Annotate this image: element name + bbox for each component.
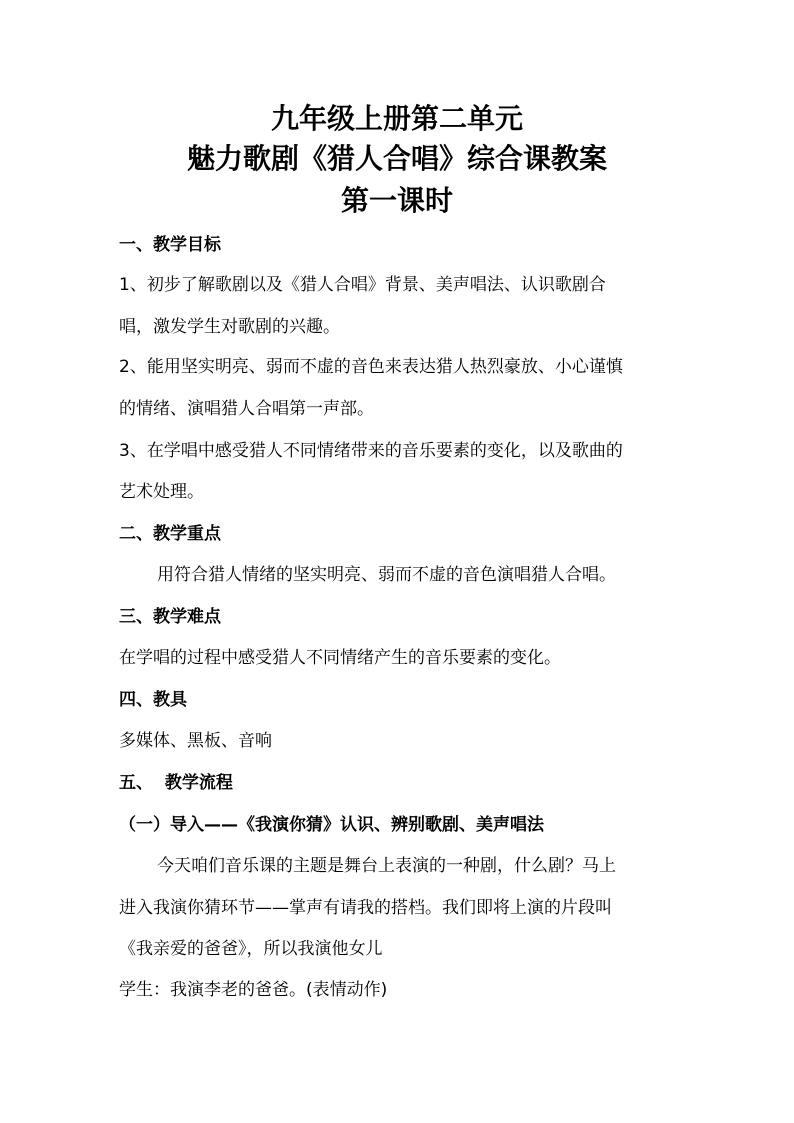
process-para1-line-1: 今天咱们音乐课的主题是舞台上表演的一种剧，什么剧？马上 [157, 856, 616, 876]
heading-difficulties: 三、教学难点 [119, 607, 221, 627]
difficulties-text: 在学唱的过程中感受猎人不同情绪产生的音乐要素的变化。 [119, 648, 561, 668]
objective-1-line-1: 1、初步了解歌剧以及《猎人合唱》背景、美声唱法、认识歌剧合 [119, 275, 606, 295]
objective-3-line-1: 3、在学唱中感受猎人不同情绪带来的音乐要素的变化，以及歌曲的 [119, 441, 623, 461]
process-sub1-heading: （一）导入——《我演你猜》认识、辨别歌剧、美声唱法 [119, 815, 544, 835]
title-lesson-name: 魅力歌剧《猎人合唱》综合课教案 [186, 142, 607, 175]
key-points-text: 用符合猎人情绪的坚实明亮、弱而不虚的音色演唱猎人合唱。 [157, 565, 616, 585]
tools-text: 多媒体、黑板、音响 [119, 731, 272, 751]
process-para1-line-3: 《我亲爱的爸爸》，所以我演他女儿 [119, 939, 383, 959]
title-lesson-period: 第一课时 [340, 184, 453, 217]
heading-objectives: 一、教学目标 [119, 235, 221, 255]
title-grade-unit: 九年级上册第二单元 [270, 102, 523, 135]
process-para2: 学生：我演李老的爸爸。(表情动作) [119, 980, 388, 1000]
objective-2-line-1: 2、能用坚实明亮、弱而不虚的音色来表达猎人热烈豪放、小心谨慎 [119, 357, 623, 377]
heading-tools: 四、教具 [119, 690, 187, 710]
heading-key-points: 二、教学重点 [119, 524, 221, 544]
heading-process: 五、 教学流程 [119, 773, 233, 793]
process-para1-line-2: 进入我演你猜环节——掌声有请我的搭档。我们即将上演的片段叫 [119, 898, 612, 918]
objective-3-line-2: 艺术处理。 [119, 482, 204, 502]
objective-2-line-2: 的情绪、演唱猎人合唱第一声部。 [119, 399, 374, 419]
objective-1-line-2: 唱，激发学生对歌剧的兴趣。 [119, 317, 340, 337]
